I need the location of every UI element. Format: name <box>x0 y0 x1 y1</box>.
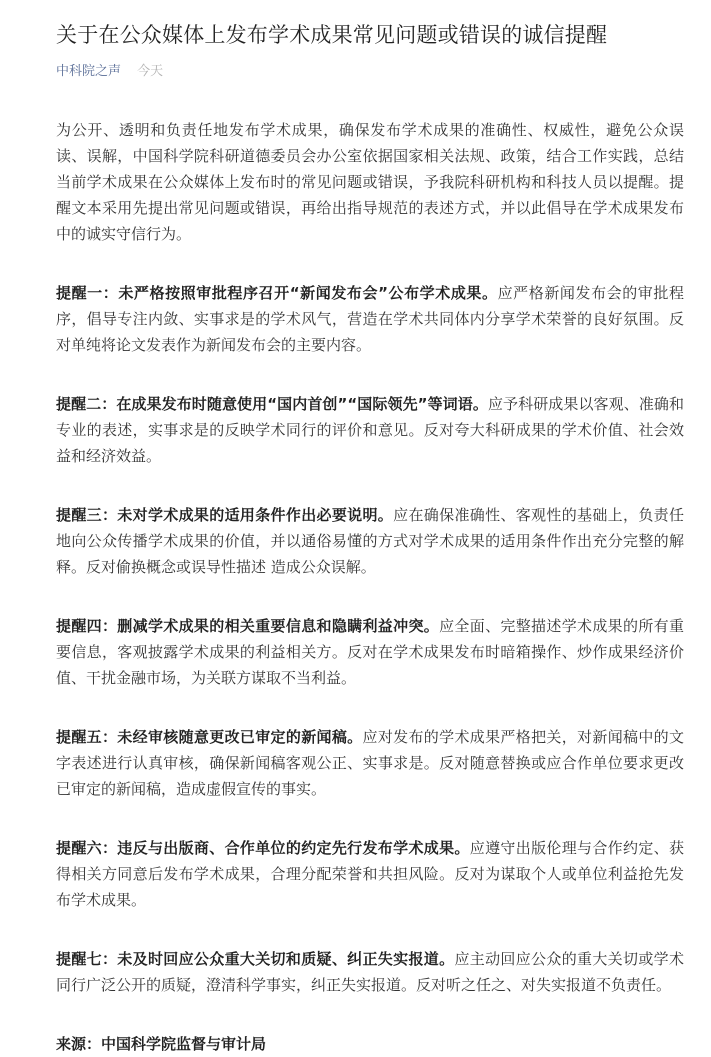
reminder-paragraph <box>56 946 684 998</box>
reminder-body: 应予科研成果以客观、准确和专业的表述，实事求是的反映学术同行的评价和意见。反对夸大科研成果的学术价值、社会效益和经济效益。 <box>56 395 684 465</box>
reminder-paragraph <box>56 280 684 358</box>
source-note: 来源：中国科学院监督与审计局 <box>56 1035 267 1053</box>
intro-paragraph: 为公开、透明和负责任地发布学术成果，确保发布学术成果的准确性、权威性，避免公众误读、误解，中国科学院科研道德委员会办公室依据国家相关法规、政策，结合工作实践，总结当前学术成果在公众媒体上发布时的常见问题或错误，予我院科研机构和科技人员以提醒。提醒文本采用先提出常见问题或错误，再给出指导规范的表述方式，并以此倡导在学术成果发布中的诚实守信行为。 <box>56 121 684 243</box>
reminder-paragraph <box>56 391 684 469</box>
reminder-heading: 提醒二：在成果发布时随意使用“国内首创”“国际领先”等词语。 <box>56 395 488 413</box>
reminder-body: 应对发布的学术成果严格把关，对新闻稿中的文字表述进行认真审核，确保新闻稿客观公正、实事求是。反对随意替换或应合作单位要求更改已审定的新闻稿，造成虚假宣传的事实。 <box>56 728 684 798</box>
article-content <box>56 117 684 1057</box>
publish-time: 今天 <box>137 64 164 79</box>
reminder-paragraph <box>56 502 684 580</box>
reminder-body: 应在确保准确性、客观性的基础上，负责任地向公众传播学术成果的价值，并以通俗易懂的方式对学术成果的适用条件作出充分完整的解释。反对偷换概念或误导性描述 造成公众误解。 <box>56 506 684 576</box>
reminder-heading: 提醒五：未经审核随意更改已审定的新闻稿。 <box>56 728 363 746</box>
reminder-paragraph <box>56 613 684 691</box>
reminder-heading: 提醒一：未严格按照审批程序召开“新闻发布会”公布学术成果。 <box>56 284 498 302</box>
reminder-paragraph <box>56 724 684 802</box>
reminder-body: 应严格新闻发布会的审批程序，倡导专注内敛、实事求是的学术风气，营造在学术共同体内分享学术荣誉的良好氛围。反对单纯将论文发表作为新闻发布会的主要内容。 <box>56 284 684 354</box>
reminder-heading: 提醒七：未及时回应公众重大关切和质疑、纠正失实报道。 <box>56 950 455 968</box>
account-name-link[interactable]: 中科院之声 <box>56 64 122 79</box>
reminder-paragraph <box>56 835 684 913</box>
reminder-heading: 提醒六：违反与出版商、合作单位的约定先行发布学术成果。 <box>56 839 470 857</box>
reminder-heading: 提醒三：未对学术成果的适用条件作出必要说明。 <box>56 506 394 524</box>
article-title: 关于在公众媒体上发布学术成果常见问题或错误的诚信提醒 <box>56 23 608 47</box>
reminder-body: 应遵守出版伦理与合作约定、获得相关方同意后发布学术成果，合理分配荣誉和共担风险。反对为谋取个人或单位利益抢先发布学术成果。 <box>56 839 684 909</box>
reminder-heading: 提醒四：删减学术成果的相关重要信息和隐瞒利益冲突。 <box>56 617 440 635</box>
article-meta <box>56 63 684 81</box>
reminder-body: 应全面、完整描述学术成果的所有重要信息，客观披露学术成果的利益相关方。反对在学术成果发布时暗箱操作、炒作成果经济价值、干扰金融市场，为关联方谋取不当利益。 <box>56 617 684 687</box>
reminder-body: 应主动回应公众的重大关切或学术同行广泛公开的质疑，澄清科学事实，纠正失实报道。反对听之任之、对失实报道不负责任。 <box>56 950 684 994</box>
